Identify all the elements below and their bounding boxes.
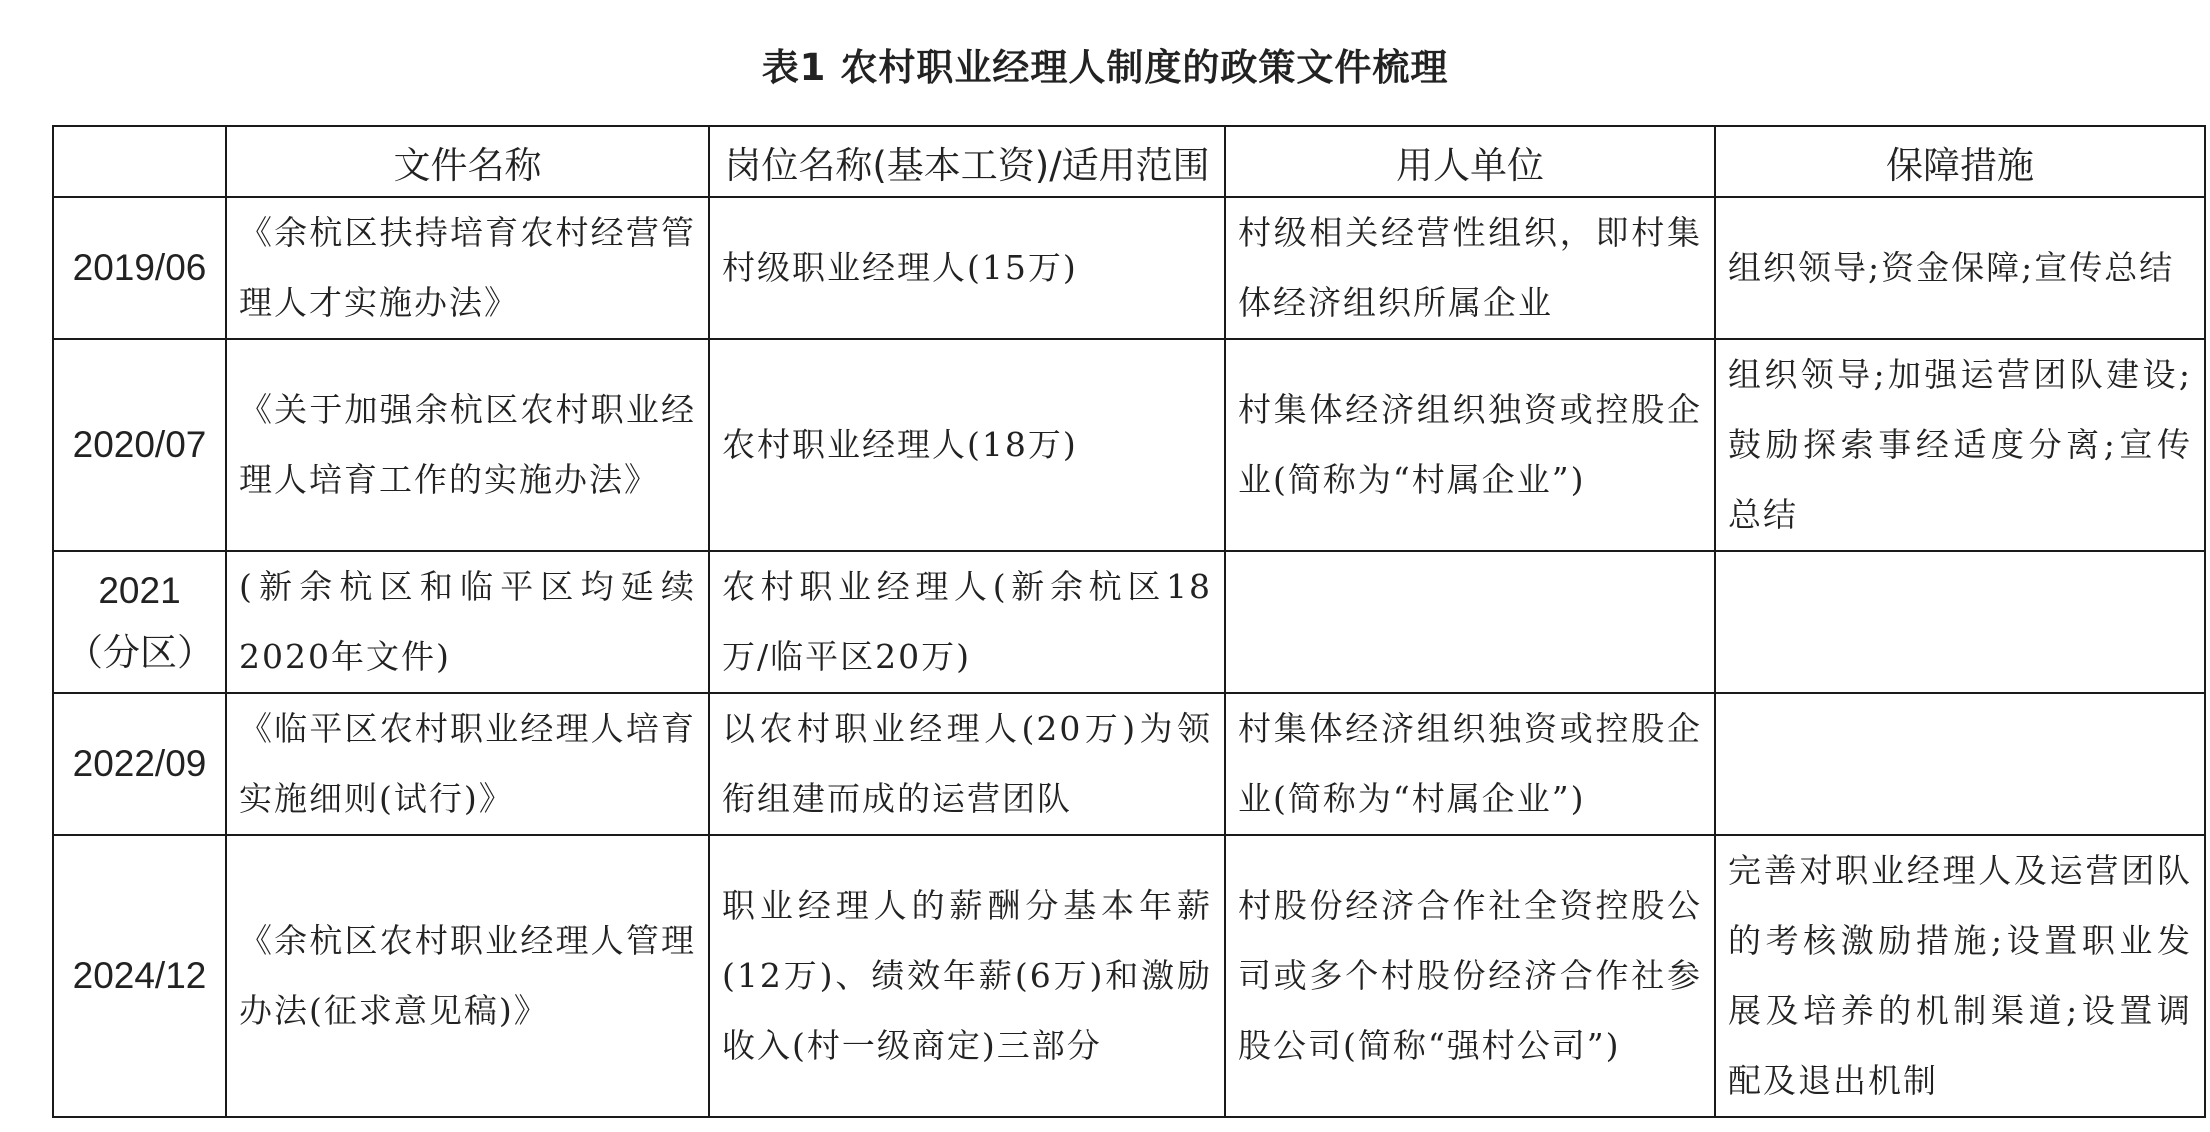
row-position: 农村职业经理人(18万) [709, 339, 1225, 551]
row-measures: 组织领导;资金保障;宣传总结 [1715, 197, 2205, 339]
row-date: 2024/12 [53, 835, 226, 1117]
row-date-year: 2021 [98, 570, 181, 611]
row-measures [1715, 551, 2205, 693]
row-measures: 组织领导;加强运营团队建设;鼓励探索事经适度分离;宣传总结 [1715, 339, 2205, 551]
row-date: 2020/07 [53, 339, 226, 551]
policy-table [52, 125, 2206, 1118]
row-document-name: (新余杭区和临平区均延续2020年文件) [226, 551, 709, 693]
table-row [53, 339, 2205, 551]
row-employer: 村集体经济组织独资或控股企业(简称为“村属企业”) [1225, 339, 1715, 551]
table-row [53, 551, 2205, 693]
row-date-note: （分区） [66, 632, 214, 673]
header-document-name: 文件名称 [226, 126, 709, 197]
header-position: 岗位名称(基本工资)/适用范围 [709, 126, 1225, 197]
row-document-name: 《余杭区扶持培育农村经营管理人才实施办法》 [226, 197, 709, 339]
row-position: 以农村职业经理人(20万)为领衔组建而成的运营团队 [709, 693, 1225, 835]
table-row [53, 693, 2205, 835]
row-measures: 完善对职业经理人及运营团队的考核激励措施;设置职业发展及培养的机制渠道;设置调配及退出机制 [1715, 835, 2205, 1117]
row-date: 2022/09 [53, 693, 226, 835]
row-measures [1715, 693, 2205, 835]
table-row [53, 197, 2205, 339]
row-document-name: 《临平区农村职业经理人培育实施细则(试行)》 [226, 693, 709, 835]
row-date: 2019/06 [53, 197, 226, 339]
row-employer: 村集体经济组织独资或控股企业(简称为“村属企业”) [1225, 693, 1715, 835]
row-position: 职业经理人的薪酬分基本年薪(12万)、绩效年薪(6万)和激励收入(村一级商定)三部分 [709, 835, 1225, 1117]
row-position: 村级职业经理人(15万) [709, 197, 1225, 339]
row-employer [1225, 551, 1715, 693]
header-employer: 用人单位 [1225, 126, 1715, 197]
row-employer: 村级相关经营性组织，即村集体经济组织所属企业 [1225, 197, 1715, 339]
header-row [53, 126, 2205, 197]
row-document-name: 《关于加强余杭区农村职业经理人培育工作的实施办法》 [226, 339, 709, 551]
header-date [53, 126, 226, 197]
row-employer: 村股份经济合作社全资控股公司或多个村股份经济合作社参股公司(简称“强村公司”) [1225, 835, 1715, 1117]
row-date [53, 551, 226, 693]
header-measures: 保障措施 [1715, 126, 2205, 197]
row-document-name: 《余杭区农村职业经理人管理办法(征求意见稿)》 [226, 835, 709, 1117]
table-row [53, 835, 2205, 1117]
row-position: 农村职业经理人(新余杭区18万/临平区20万) [709, 551, 1225, 693]
table-caption: 表1 农村职业经理人制度的政策文件梳理 [761, 46, 1449, 89]
